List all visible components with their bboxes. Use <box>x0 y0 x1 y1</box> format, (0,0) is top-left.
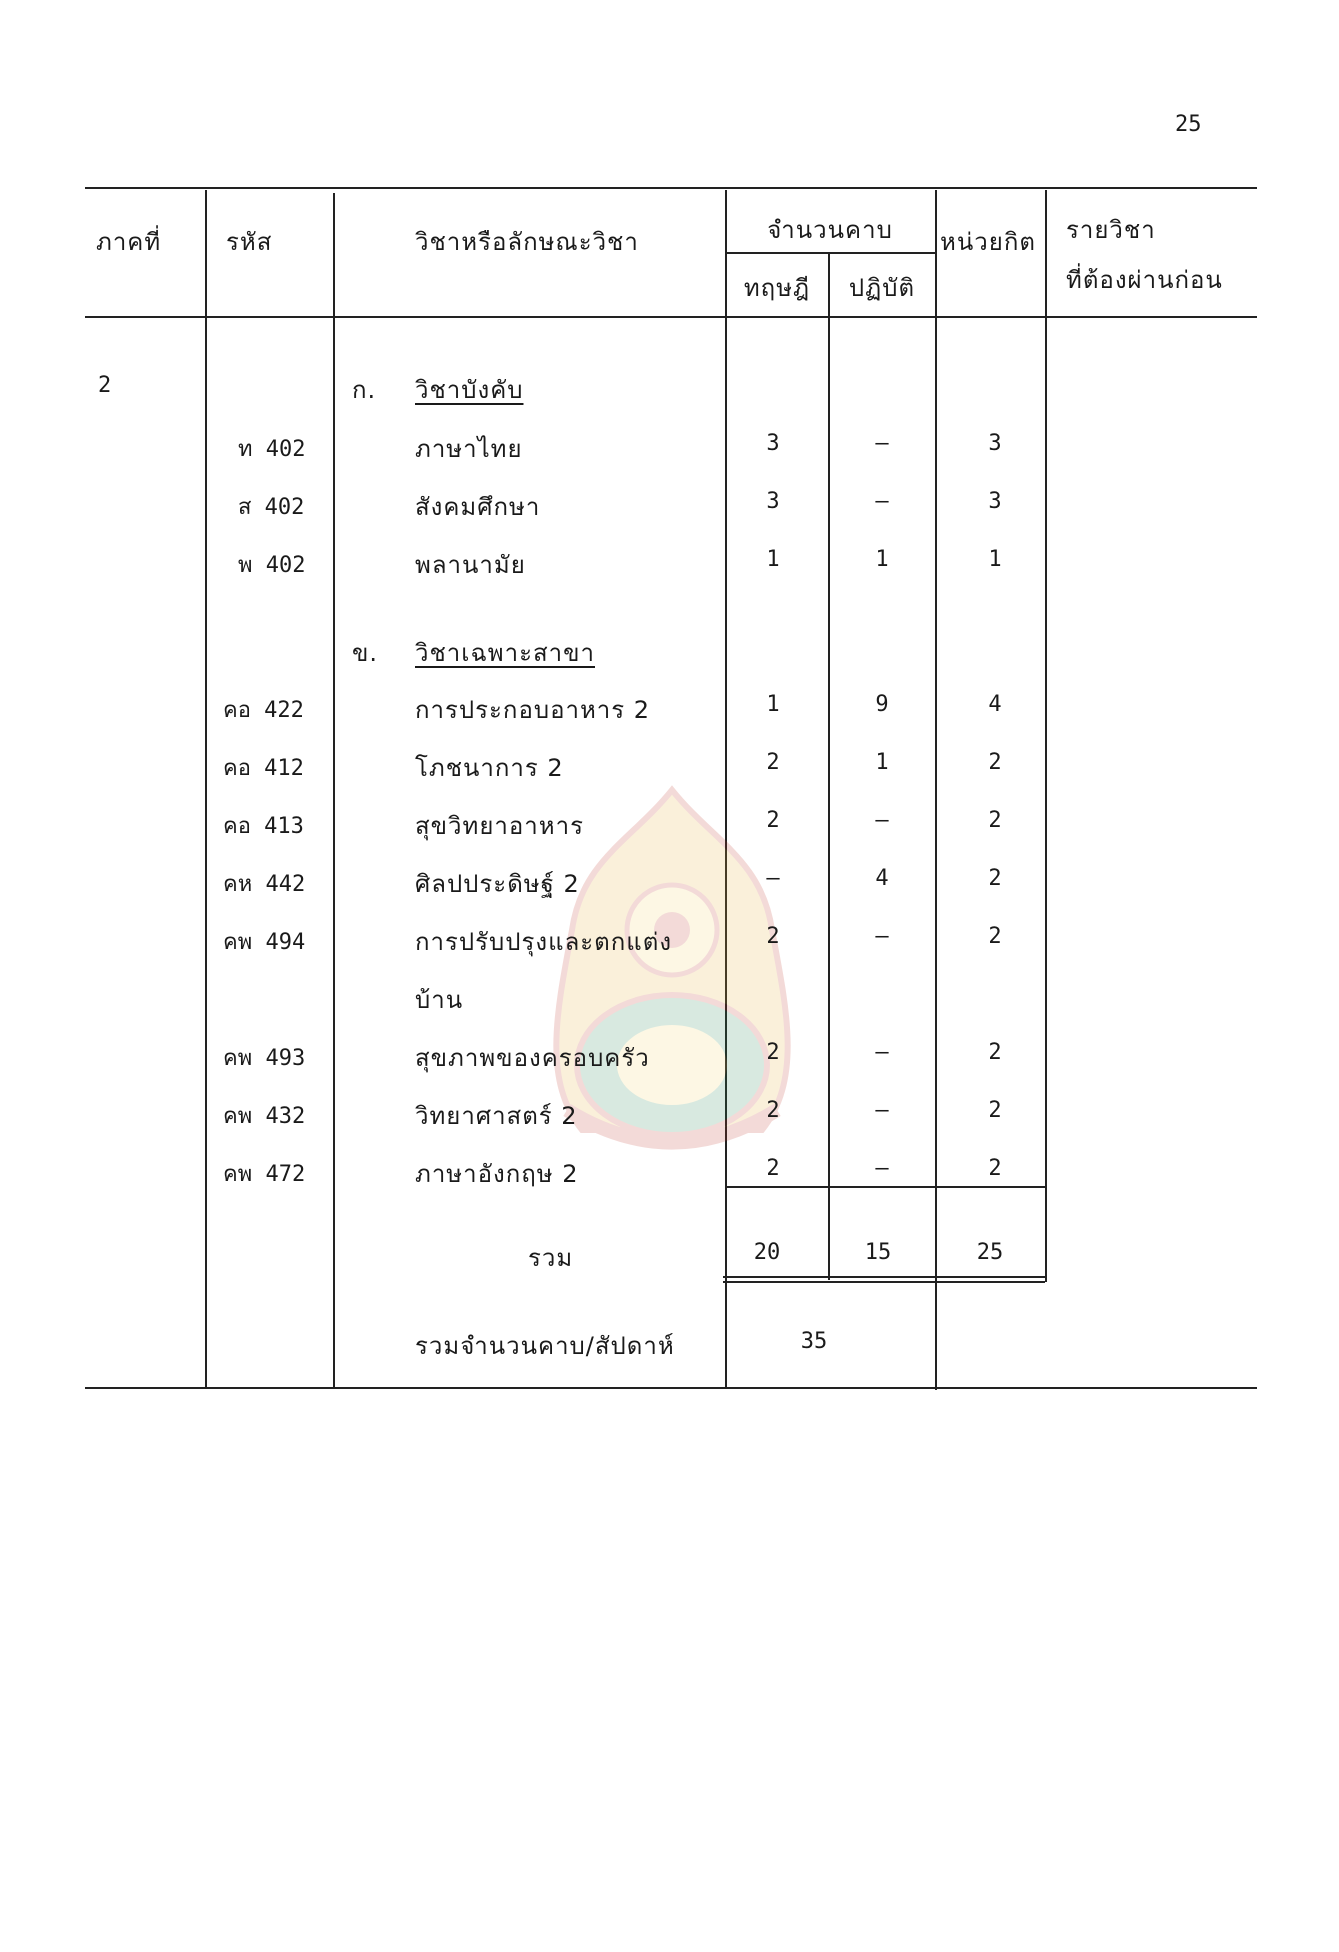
table-row-practice: 1 <box>875 750 889 775</box>
table-row-subject: ภาษาอังกฤษ 2 <box>415 1160 579 1188</box>
subtotal-bottom-rule-2 <box>723 1281 1045 1283</box>
table-row-subject: พลานามัย <box>415 551 526 579</box>
col-divider-4 <box>828 254 830 1280</box>
table-row-code: ส 402 <box>238 495 305 520</box>
table-row-credits: 2 <box>988 924 1002 949</box>
table-row-subject: ภาษาไทย <box>415 435 523 463</box>
table-row-code: คห 442 <box>223 872 306 897</box>
table-row-credits: 2 <box>988 1040 1002 1065</box>
table-row-code: พ 402 <box>238 553 306 578</box>
subtotal-bottom-rule <box>723 1276 1045 1278</box>
header-semester: ภาคที่ <box>96 228 162 256</box>
table-row-code: ท 402 <box>238 437 306 462</box>
table-row-practice: – <box>875 808 889 833</box>
section-b-marker: ข. <box>352 639 379 667</box>
table-row-theory: 2 <box>766 1156 780 1181</box>
table-row-practice: – <box>875 1156 889 1181</box>
table-row-code: คพ 472 <box>223 1162 306 1187</box>
table-row-practice: – <box>875 924 889 949</box>
table-row-code: คพ 494 <box>223 930 306 955</box>
table-row-subject: สุขวิทยาอาหาร <box>415 812 584 840</box>
table-row-code: คอ 412 <box>223 756 304 781</box>
table-row-theory: 2 <box>766 750 780 775</box>
table-row-subject: ศิลปประดิษฐ์ 2 <box>415 870 580 898</box>
table-row-theory: – <box>766 866 780 891</box>
table-row-subject: การประกอบอาหาร 2 <box>415 696 651 724</box>
section-a-marker: ก. <box>352 376 377 404</box>
table-row-code: คอ 422 <box>223 698 304 723</box>
table-row-subject: วิทยาศาสตร์ 2 <box>415 1102 578 1130</box>
page-number: 25 <box>1175 112 1202 137</box>
section-b-title: วิชาเฉพาะสาขา <box>415 639 595 667</box>
table-row-practice: – <box>875 489 889 514</box>
table-row-practice: – <box>875 1040 889 1065</box>
table-row-practice: – <box>875 431 889 456</box>
header-subject: วิชาหรือลักษณะวิชา <box>415 228 639 256</box>
table-row-credits: 2 <box>988 866 1002 891</box>
section-a-title: วิชาบังคับ <box>415 376 524 404</box>
table-row-credits: 2 <box>988 1156 1002 1181</box>
table-row-credits: 4 <box>988 692 1002 717</box>
total-credits: 25 <box>976 1240 1004 1265</box>
table-row-credits: 3 <box>988 489 1002 514</box>
table-row-subject: โภชนาการ 2 <box>415 754 564 782</box>
table-row-practice: 9 <box>875 692 889 717</box>
table-row-code: คพ 493 <box>223 1046 306 1071</box>
total-label: รวม <box>528 1244 574 1272</box>
table-row-subject-continuation: บ้าน <box>415 986 464 1014</box>
table-row-theory: 3 <box>766 431 780 456</box>
header-prereq-line1: รายวิชา <box>1066 216 1156 244</box>
table-row-credits: 2 <box>988 1098 1002 1123</box>
subtotal-top-rule <box>725 1186 1045 1188</box>
table-row-code: คพ 432 <box>223 1104 306 1129</box>
header-prereq-line2: ที่ต้องผ่านก่อน <box>1066 266 1223 294</box>
table-row-credits: 2 <box>988 808 1002 833</box>
semester-value: 2 <box>98 373 112 398</box>
header-practice: ปฏิบัติ <box>848 274 916 302</box>
table-row-subject: สุขภาพของครอบครัว <box>415 1044 650 1072</box>
col-divider-2 <box>333 193 335 1389</box>
total-practice: 15 <box>864 1240 892 1265</box>
table-row-credits: 1 <box>988 547 1002 572</box>
table-row-theory: 2 <box>766 1098 780 1123</box>
header-credits: หน่วยกิต <box>940 228 1036 256</box>
weekly-periods-label: รวมจำนวนคาบ/สัปดาห์ <box>415 1332 675 1360</box>
table-row-practice: 1 <box>875 547 889 572</box>
table-row-credits: 3 <box>988 431 1002 456</box>
header-bottom-rule <box>85 316 1257 318</box>
table-row-practice: 4 <box>875 866 889 891</box>
col-divider-5 <box>935 190 937 1390</box>
table-row-practice: – <box>875 1098 889 1123</box>
weekly-periods-value: 35 <box>800 1329 828 1354</box>
col-divider-1 <box>205 190 207 1387</box>
table-row-credits: 2 <box>988 750 1002 775</box>
table-row-subject: การปรับปรุงและตกแต่ง <box>415 928 673 956</box>
table-row-theory: 3 <box>766 489 780 514</box>
header-theory: ทฤษฎี <box>743 274 811 302</box>
table-row-code: คอ 413 <box>223 814 304 839</box>
table-bottom-rule <box>85 1387 1257 1389</box>
table-row-theory: 2 <box>766 924 780 949</box>
header-split-rule <box>725 252 937 254</box>
table-top-rule <box>85 187 1257 189</box>
table-row-theory: 1 <box>766 547 780 572</box>
header-code: รหัส <box>226 228 273 256</box>
header-periods: จำนวนคาบ <box>767 216 893 244</box>
table-row-theory: 2 <box>766 1040 780 1065</box>
col-divider-6 <box>1045 190 1047 1282</box>
table-row-theory: 2 <box>766 808 780 833</box>
total-theory: 20 <box>753 1240 781 1265</box>
table-row-subject: สังคมศึกษา <box>415 493 541 521</box>
table-row-theory: 1 <box>766 692 780 717</box>
